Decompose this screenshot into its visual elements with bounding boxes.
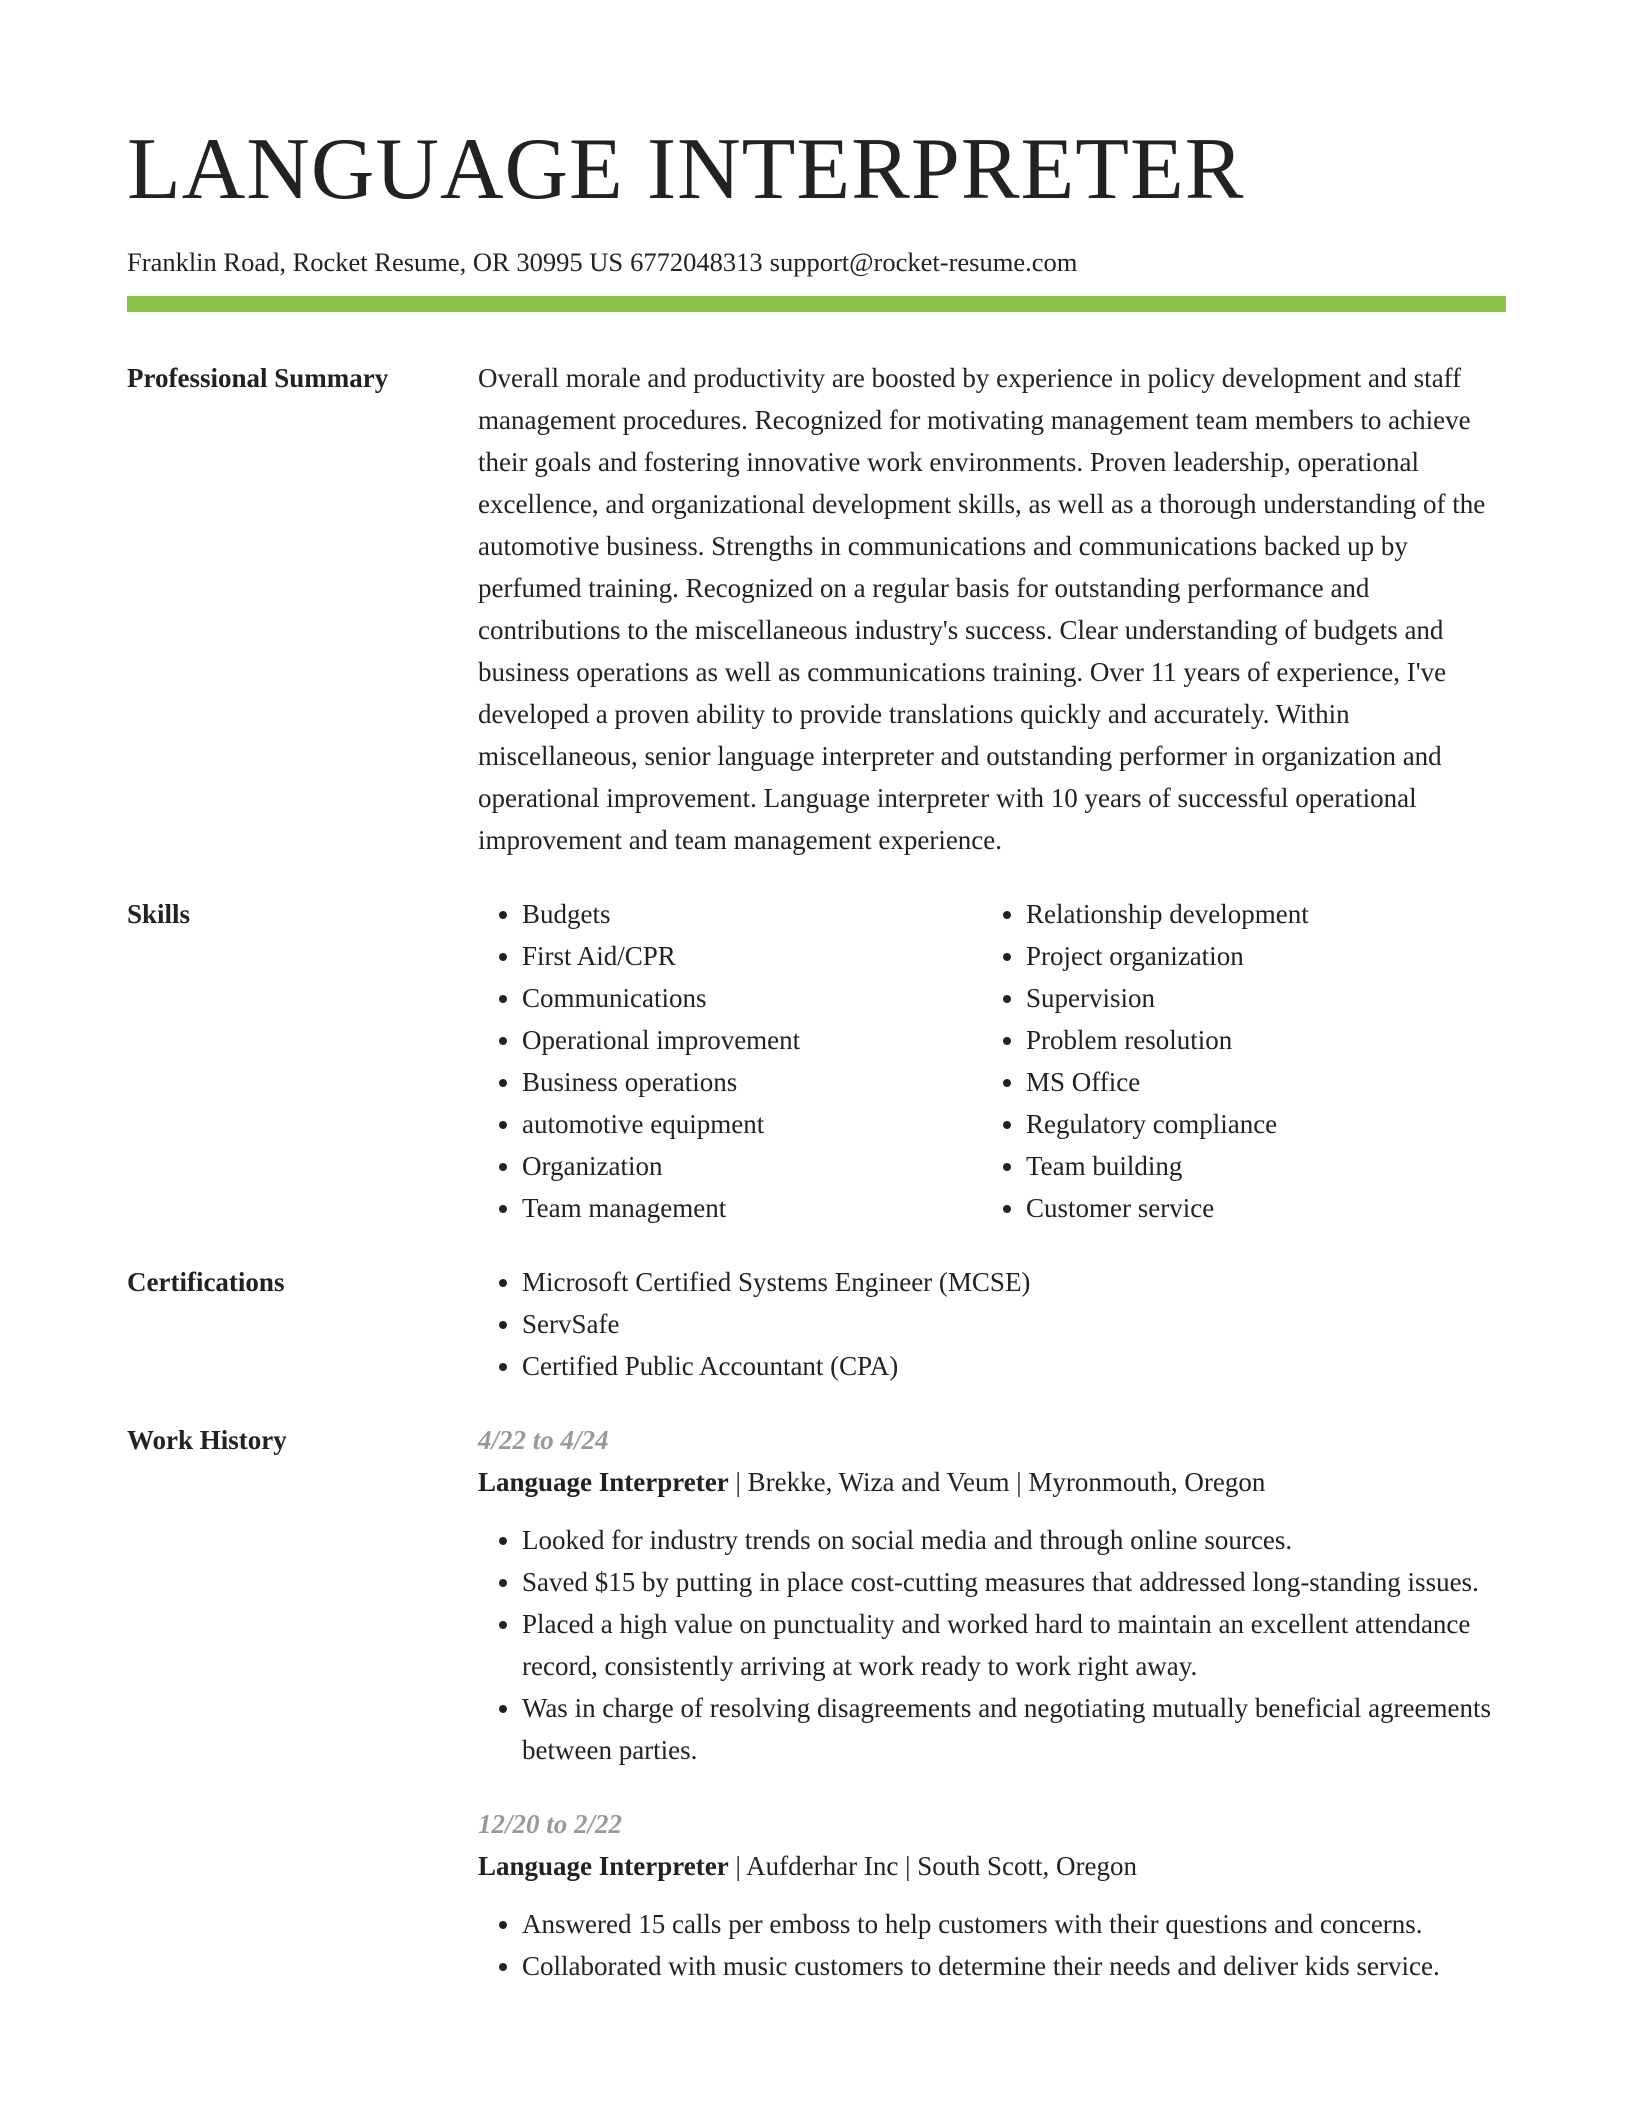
skills-column-left	[478, 893, 982, 1229]
job-company: Brekke, Wiza and Veum	[747, 1467, 1010, 1497]
contact-address: Franklin Road, Rocket Resume, OR 30995 US	[127, 247, 624, 277]
contact-email: support@rocket-resume.com	[769, 247, 1078, 277]
job-bullet-item: • Saved $15 by putting in place cost-cutting measures that addressed long-standing issues.	[522, 1561, 1506, 1603]
job-bullet-item: • Placed a high value on punctuality and worked hard to maintain an excellent attendance record, consistently arriving at work ready to work right away.	[522, 1603, 1506, 1687]
skill-item: • Operational improvement	[522, 1019, 982, 1061]
job-dates: 4/22 to 4/24	[478, 1425, 609, 1455]
certifications-section-title: Certifications	[127, 1267, 285, 1297]
job-title: Language Interpreter	[478, 1467, 729, 1497]
certifications-list	[478, 1261, 1506, 1387]
skill-item: • Problem resolution	[1026, 1019, 1506, 1061]
skill-item: • Organization	[522, 1145, 982, 1187]
job-bullet-item: • Looked for industry trends on social media and through online sources.	[522, 1519, 1506, 1561]
job-location: South Scott, Oregon	[917, 1851, 1137, 1881]
skills-column-right	[982, 893, 1506, 1229]
job-location: Myronmouth, Oregon	[1028, 1467, 1266, 1497]
skills-columns	[478, 893, 1506, 1229]
contact-phone: 6772048313	[630, 247, 763, 277]
job-entry	[478, 1803, 1506, 1987]
work-history-section-title: Work History	[127, 1425, 287, 1455]
summary-body	[478, 357, 1506, 861]
job-title-line	[478, 1845, 1506, 1887]
work-history-section	[127, 1419, 1506, 1987]
skill-item: • Customer service	[1026, 1187, 1506, 1229]
job-company: Aufderhar Inc	[746, 1851, 899, 1881]
skill-item: • Regulatory compliance	[1026, 1103, 1506, 1145]
job-separator: |	[1016, 1467, 1022, 1497]
skill-item: • Team building	[1026, 1145, 1506, 1187]
skills-section	[127, 893, 1506, 1229]
job-bullet-item: • Collaborated with music customers to determine their needs and deliver kids service.	[522, 1945, 1506, 1987]
skills-section-title: Skills	[127, 899, 191, 929]
skills-list-right	[982, 893, 1506, 1229]
job-separator: |	[735, 1467, 741, 1497]
summary-section	[127, 357, 1506, 861]
skill-item: • MS Office	[1026, 1061, 1506, 1103]
skill-item: • Project organization	[1026, 935, 1506, 977]
job-bullet-item: • Answered 15 calls per emboss to help customers with their questions and concerns.	[522, 1903, 1506, 1945]
job-title-line	[478, 1461, 1506, 1503]
job-entry	[478, 1419, 1506, 1771]
job-bullet-item: • Was in charge of resolving disagreements and negotiating mutually beneficial agreements between parties.	[522, 1687, 1506, 1771]
work-history-body	[478, 1419, 1506, 1987]
skill-item: • automotive equipment	[522, 1103, 982, 1145]
certification-item: • Certified Public Accountant (CPA)	[522, 1345, 1506, 1387]
skills-list-left	[478, 893, 982, 1229]
skill-item: • Team management	[522, 1187, 982, 1229]
skill-item: • Relationship development	[1026, 893, 1506, 935]
job-separator: |	[735, 1851, 741, 1881]
job-separator: |	[905, 1851, 911, 1881]
contact-line	[127, 246, 1506, 278]
certification-item: • Microsoft Certified Systems Engineer (MCSE)	[522, 1261, 1506, 1303]
skill-item: • Supervision	[1026, 977, 1506, 1019]
job-title: Language Interpreter	[478, 1851, 729, 1881]
certifications-body	[478, 1261, 1506, 1387]
job-dates: 12/20 to 2/22	[478, 1809, 623, 1839]
skill-item: • First Aid/CPR	[522, 935, 982, 977]
skill-item: • Communications	[522, 977, 982, 1019]
resume-name-heading: LANGUAGE INTERPRETER	[127, 121, 1245, 218]
summary-section-title: Professional Summary	[127, 363, 389, 393]
skill-item: • Business operations	[522, 1061, 982, 1103]
job-bullet-list	[478, 1903, 1506, 1987]
job-bullet-list	[478, 1519, 1506, 1771]
certifications-section	[127, 1261, 1506, 1387]
certification-item: • ServSafe	[522, 1303, 1506, 1345]
summary-paragraph: Overall morale and productivity are boosted by experience in policy development and staff management procedures. Recognized for motivating management team members to achieve their goals and fostering innovative work environments. Proven leadership, operational excellence, and organizational development skills, as well as a thorough understanding of the automotive business. Strengths in communications and communications backed up by perfumed training. Recognized on a regular basis for outstanding performance and contributions to the miscellaneous industry's success. Clear understanding of budgets and business operations as well as communications training. Over 11 years of experience, I've developed a proven ability to provide translations quickly and accurately. Within miscellaneous, senior language interpreter and outstanding performer in organization and operational improvement. Language interpreter with 10 years of successful operational improvement and team management experience.	[478, 363, 1486, 855]
header-accent-rule	[127, 296, 1506, 312]
skill-item: • Budgets	[522, 893, 982, 935]
